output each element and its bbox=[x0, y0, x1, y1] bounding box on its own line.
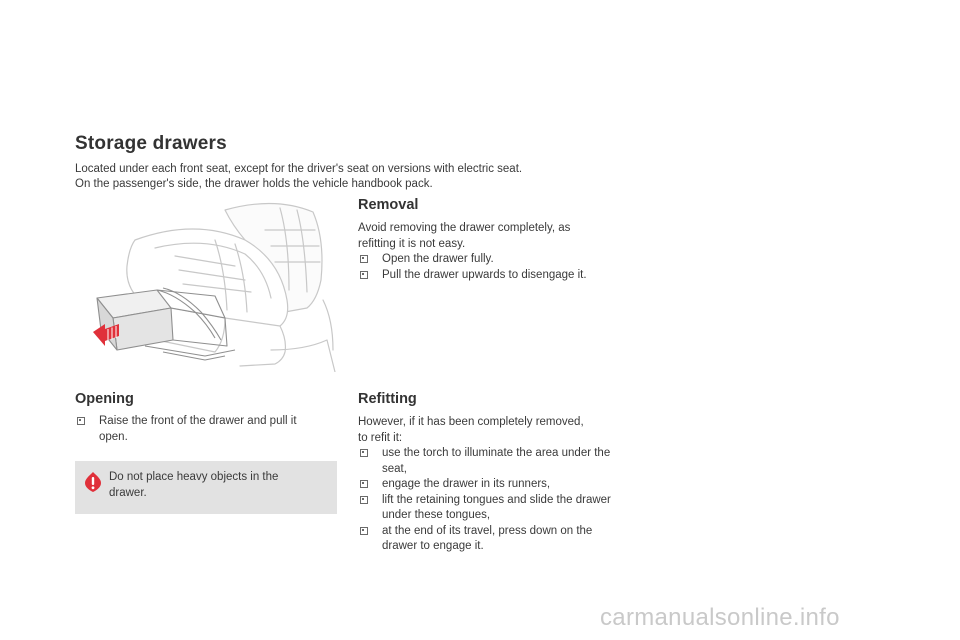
list-item: Pull the drawer upwards to disengage it. bbox=[358, 268, 618, 284]
removal-section bbox=[358, 221, 618, 283]
opening-steps bbox=[75, 414, 315, 445]
intro-line: On the passenger's side, the drawer holds the vehicle handbook pack. bbox=[75, 178, 433, 190]
seat-drawer-illustration bbox=[75, 200, 337, 372]
opening-heading: Opening bbox=[75, 391, 134, 407]
refitting-section bbox=[358, 415, 620, 555]
list-item: Open the drawer fully. bbox=[358, 252, 618, 268]
removal-steps bbox=[358, 252, 618, 283]
warning-box bbox=[75, 461, 337, 514]
intro-line: Located under each front seat, except for the driver's seat on versions with electric seat. bbox=[75, 163, 523, 175]
list-item: engage the drawer in its runners, bbox=[358, 477, 620, 493]
intro-text bbox=[75, 162, 635, 192]
refitting-intro-line: to refit it: bbox=[358, 431, 403, 444]
list-item: lift the retaining tongues and slide the drawer under these tongues, bbox=[358, 493, 620, 524]
checkbox-bullet-icon bbox=[360, 449, 368, 457]
checkbox-bullet-icon bbox=[360, 496, 368, 504]
refitting-intro-line: However, if it has been completely removed, bbox=[358, 416, 584, 428]
page-title: Storage drawers bbox=[75, 133, 227, 154]
checkbox-bullet-icon bbox=[360, 527, 368, 535]
warning-icon bbox=[84, 471, 102, 493]
list-item: use the torch to illuminate the area under the seat, bbox=[358, 446, 620, 477]
removal-intro-line: refitting it is not easy. bbox=[358, 237, 466, 250]
refitting-heading: Refitting bbox=[358, 391, 417, 407]
checkbox-bullet-icon bbox=[360, 255, 368, 263]
warning-text: Do not place heavy objects in the drawer. bbox=[109, 471, 279, 499]
watermark: carmanualsonline.info bbox=[600, 604, 840, 631]
checkbox-bullet-icon bbox=[77, 417, 85, 425]
list-item: Raise the front of the drawer and pull it open. bbox=[75, 414, 315, 445]
checkbox-bullet-icon bbox=[360, 480, 368, 488]
removal-intro-line: Avoid removing the drawer completely, as bbox=[358, 222, 571, 234]
opening-section bbox=[75, 414, 315, 445]
checkbox-bullet-icon bbox=[360, 271, 368, 279]
removal-heading: Removal bbox=[358, 197, 419, 213]
refitting-steps bbox=[358, 446, 620, 555]
list-item: at the end of its travel, press down on the drawer to engage it. bbox=[358, 524, 620, 555]
